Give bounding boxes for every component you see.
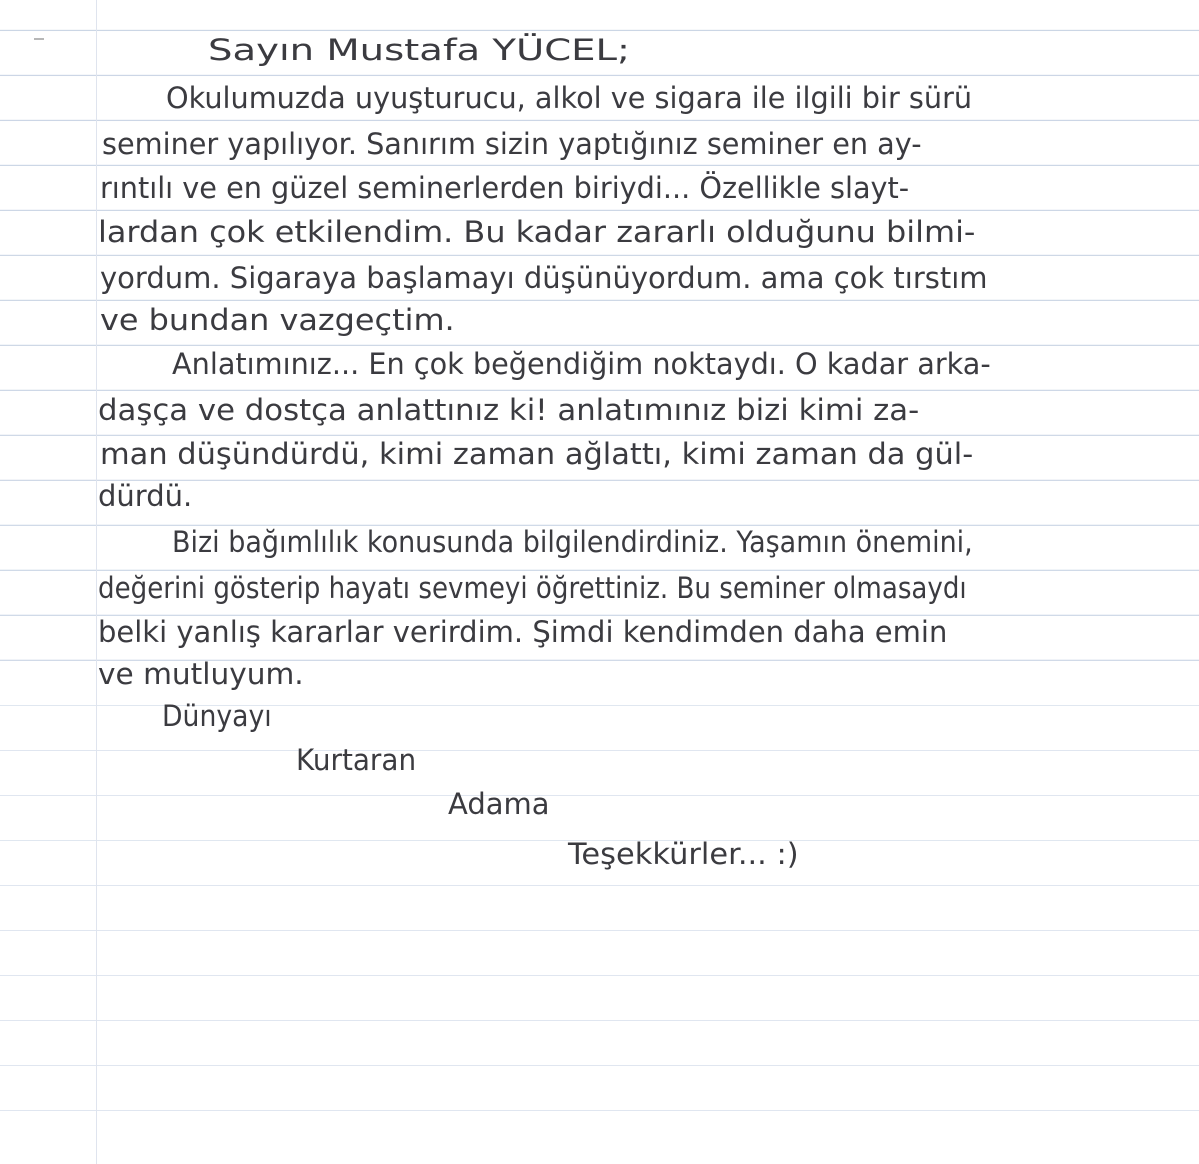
- letter-line: ve bundan vazgeçtim.: [100, 303, 455, 337]
- letter-line: seminer yapılıyor. Sanırım sizin yaptığınız seminer en ay-: [102, 127, 922, 161]
- letter-line: değerini gösterip hayatı sevmeyi öğrettiniz. Bu seminer olmasaydı: [98, 571, 967, 605]
- letter-line: Anlatımınız... En çok beğendiğim noktaydı. O kadar arka-: [172, 347, 991, 381]
- ink-speck: [34, 38, 44, 40]
- closing-line: Dünyayı: [162, 699, 272, 733]
- closing-line: Teşekkürler... :): [568, 837, 799, 871]
- letter-line: daşça ve dostça anlattınız ki! anlatımınız bizi kimi za-: [98, 393, 920, 427]
- letter-line: Okulumuzda uyuşturucu, alkol ve sigara ile ilgili bir sürü: [166, 81, 973, 115]
- margin-line: [96, 0, 97, 1164]
- letter-line: rıntılı ve en güzel seminerlerden biriydi... Özellikle slayt-: [100, 171, 910, 205]
- closing-line: Adama: [448, 787, 550, 821]
- letter-line: lardan çok etkilendim. Bu kadar zararlı olduğunu bilmi-: [98, 215, 976, 249]
- letter-line: man düşündürdü, kimi zaman ağlattı, kimi zaman da gül-: [100, 437, 974, 471]
- letter-line: belki yanlış kararlar verirdim. Şimdi kendimden daha emin: [98, 615, 948, 649]
- letter-line: yordum. Sigaraya başlamayı düşünüyordum. ama çok tırstım: [100, 261, 988, 295]
- letter-line: Bizi bağımlılık konusunda bilgilendirdiniz. Yaşamın önemini,: [172, 525, 973, 559]
- letter-line: ve mutluyum.: [98, 657, 304, 691]
- letter-greeting: Sayın Mustafa YÜCEL;: [208, 33, 631, 67]
- letter-line: dürdü.: [98, 479, 193, 513]
- closing-line: Kurtaran: [296, 743, 417, 777]
